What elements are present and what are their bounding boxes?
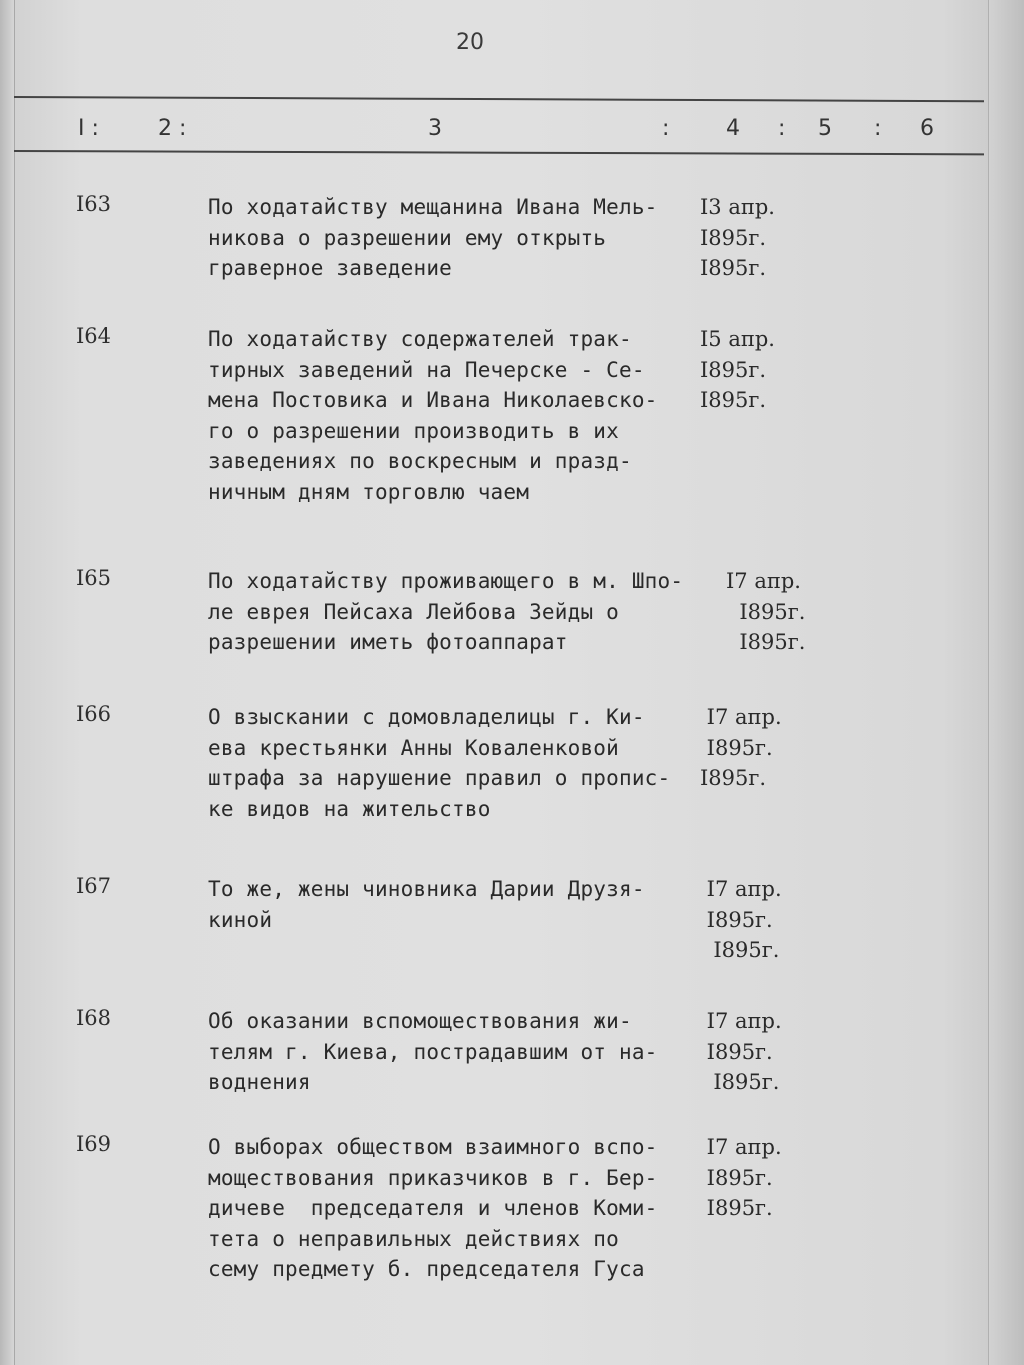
column-header-2: 2 : (158, 116, 187, 141)
entry-title: О взыскании с домовладелицы г. Ки- ева крестьянки Анны Коваленковой штрафа за нарушение правил о пропис- ке видов на жительство (208, 705, 671, 821)
entry-dates: I7 апр. I895г. I895г. (700, 1135, 782, 1220)
entry-title: По ходатайству содержателей трак- тирных заведений на Печерске - Се- мена Постовика и Ивана Николаевско- го о разрешении производить в их заведениях по воскресным и празд- ничным дням торговлю чаем (208, 327, 658, 504)
column-header-1: I : (78, 116, 99, 141)
column-header-5: 5 (818, 116, 832, 141)
page-number: 20 (456, 30, 484, 55)
column-header-4: 4 (726, 116, 740, 141)
column-separator: : (778, 116, 786, 141)
entry-number: I67 (76, 874, 112, 898)
entry-number: I64 (76, 324, 112, 348)
entry-dates: I3 апр. I895г. I895г. (700, 195, 775, 280)
column-header-3: 3 (428, 116, 442, 141)
entry-title: О выборах обществом взаимного вспо- моществования приказчиков в г. Бер- дичеве председателя и членов Коми- тета о неправильных действиях по сему предмету б. председателя Гуса (208, 1135, 658, 1281)
entry-title: Об оказании вспомоществования жи- телям г. Киева, пострадавшим от на- воднения (208, 1009, 658, 1094)
entry-number: I65 (76, 566, 112, 590)
column-separator: : (874, 116, 882, 141)
column-separator: : (662, 116, 670, 141)
entry-dates: I7 апр. I895г. I895г. (700, 877, 782, 962)
entry-title: По ходатайству мещанина Ивана Мель- никова о разрешении ему открыть граверное заведение (208, 195, 658, 280)
entry-title: То же, жены чиновника Дарии Друзя- киной (208, 877, 645, 932)
entry-number: I66 (76, 702, 112, 726)
entry-dates: I7 апр. I895г. I895г. (700, 705, 782, 790)
entry-number: I69 (76, 1132, 112, 1156)
entry-dates: I7 апр. I895г. I895г. (700, 1009, 782, 1094)
page-edge (988, 0, 1024, 1365)
page-binding (0, 0, 15, 1365)
column-header-6: 6 (920, 116, 934, 141)
entry-title: По ходатайству проживающего в м. Шпо- ле еврея Пейсаха Лейбова Зейды о разрешении иметь фотоаппарат (208, 569, 684, 654)
entry-number: I63 (76, 192, 112, 216)
entry-number: I68 (76, 1006, 112, 1030)
entry-dates: I5 апр. I895г. I895г. (700, 327, 775, 412)
header-top-rule (14, 96, 984, 102)
header-bottom-rule (14, 150, 984, 155)
entry-dates: I7 апр. I895г. I895г. (726, 569, 806, 654)
